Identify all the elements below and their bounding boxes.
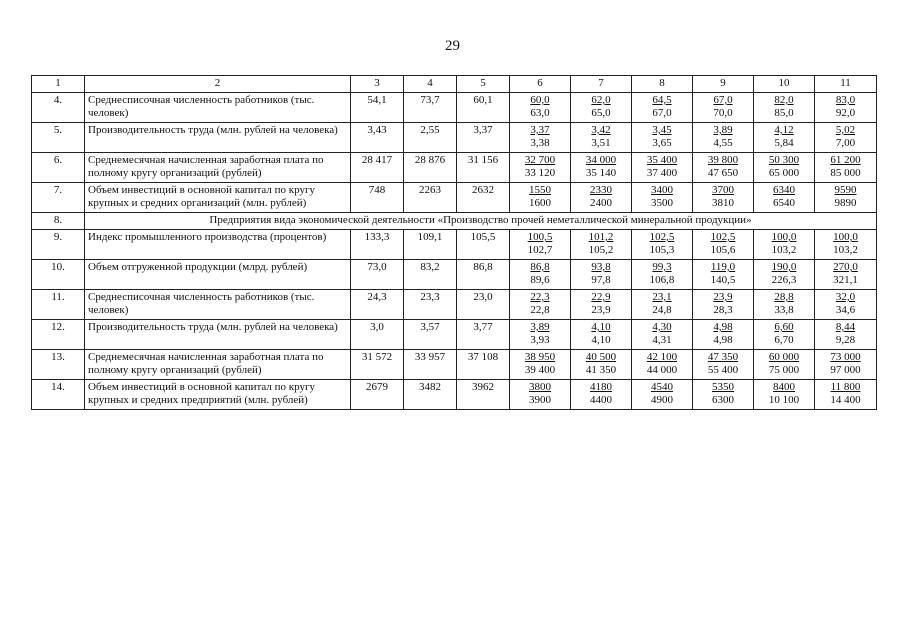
forecast-value-bottom: 2400 (590, 197, 612, 209)
forecast-value-bottom: 3900 (529, 394, 551, 406)
base-value: 2,55 (404, 123, 457, 153)
forecast-value-bottom: 35 140 (585, 167, 617, 179)
forecast-value-top: 38 950 (524, 351, 556, 363)
forecast-value-top: 50 300 (768, 154, 800, 166)
base-value: 23,3 (404, 290, 457, 320)
base-value: 3,43 (351, 123, 404, 153)
forecast-value-top: 100,0 (833, 231, 858, 243)
row-number: 8. (32, 213, 85, 230)
forecast-value-bottom: 55 400 (707, 364, 739, 376)
forecast-value-bottom: 105,3 (649, 244, 675, 256)
forecast-value-bottom: 34,6 (835, 304, 856, 316)
table-row (32, 320, 877, 350)
forecast-cell (754, 290, 815, 320)
forecast-value-top: 4,12 (774, 124, 794, 136)
forecast-cell (510, 350, 571, 380)
forecast-value-top: 3400 (651, 184, 673, 196)
forecast-value-bottom: 321,1 (833, 274, 858, 286)
forecast-value-top: 3,37 (530, 124, 550, 136)
forecast-value-bottom: 92,0 (835, 107, 856, 119)
forecast-cell (815, 290, 877, 320)
page-number: 29 (445, 38, 460, 54)
forecast-cell (510, 93, 571, 123)
table-row (32, 260, 877, 290)
forecast-value-top: 6340 (773, 184, 795, 196)
forecast-cell (693, 260, 754, 290)
forecast-cell (571, 123, 632, 153)
forecast-value-bottom: 1600 (529, 197, 551, 209)
row-number: 11. (32, 290, 85, 320)
forecast-cell (693, 123, 754, 153)
table-row (32, 230, 877, 260)
forecast-value-top: 2330 (590, 184, 612, 196)
forecast-value-top: 5,02 (835, 124, 856, 136)
forecast-cell (632, 320, 693, 350)
forecast-value-bottom: 3500 (651, 197, 673, 209)
forecast-value-top: 60,0 (530, 94, 550, 106)
forecast-value-bottom: 23,9 (591, 304, 611, 316)
base-value: 2679 (351, 380, 404, 410)
forecast-value-bottom: 4,10 (591, 334, 611, 346)
forecast-cell (754, 320, 815, 350)
forecast-value-bottom: 65 000 (768, 167, 800, 179)
forecast-value-bottom: 85 000 (830, 167, 861, 179)
forecast-cell (693, 290, 754, 320)
forecast-cell (693, 350, 754, 380)
table-row (32, 290, 877, 320)
forecast-value-top: 67,0 (713, 94, 733, 106)
indicator-label: Производительность труда (млн. рублей на человека) (85, 320, 351, 350)
forecast-value-bottom: 65,0 (591, 107, 611, 119)
forecast-cell (815, 230, 877, 260)
base-value: 3962 (457, 380, 510, 410)
forecast-value-top: 8,44 (835, 321, 856, 333)
forecast-value-bottom: 4900 (651, 394, 673, 406)
forecast-cell (571, 183, 632, 213)
forecast-value-top: 39 800 (707, 154, 739, 166)
forecast-value-bottom: 226,3 (771, 274, 797, 286)
forecast-cell (815, 123, 877, 153)
forecast-value-top: 22,3 (530, 291, 550, 303)
row-number: 12. (32, 320, 85, 350)
indicator-label: Объем инвестиций в основной капитал по кругу крупных и средних организаций (млн. рублей) (85, 183, 351, 213)
forecast-value-top: 3,89 (530, 321, 550, 333)
forecast-value-bottom: 4,31 (652, 334, 672, 346)
forecast-cell (571, 350, 632, 380)
forecast-value-top: 119,0 (710, 261, 736, 273)
forecast-cell (815, 93, 877, 123)
forecast-value-top: 42 100 (646, 351, 678, 363)
forecast-value-bottom: 4400 (590, 394, 612, 406)
forecast-value-bottom: 67,0 (652, 107, 672, 119)
base-value: 748 (351, 183, 404, 213)
forecast-value-top: 22,9 (591, 291, 611, 303)
header-cell: 7 (571, 76, 632, 93)
forecast-cell (510, 183, 571, 213)
base-value: 54,1 (351, 93, 404, 123)
forecast-cell (571, 260, 632, 290)
forecast-value-top: 3800 (529, 381, 551, 393)
base-value: 2263 (404, 183, 457, 213)
forecast-value-bottom: 44 000 (646, 364, 678, 376)
forecast-value-top: 3,89 (713, 124, 733, 136)
forecast-value-bottom: 63,0 (530, 107, 550, 119)
forecast-value-bottom: 97 000 (830, 364, 861, 376)
forecast-value-bottom: 106,8 (649, 274, 675, 286)
forecast-cell (632, 93, 693, 123)
header-cell: 8 (632, 76, 693, 93)
forecast-cell (632, 153, 693, 183)
base-value: 28 417 (351, 153, 404, 183)
forecast-value-top: 270,0 (833, 261, 858, 273)
forecast-value-top: 3,42 (591, 124, 611, 136)
forecast-value-top: 93,8 (591, 261, 611, 273)
table-row (32, 380, 877, 410)
base-value: 133,3 (351, 230, 404, 260)
indicator-label: Среднемесячная начисленная заработная плата по полному кругу организаций (рублей) (85, 350, 351, 380)
forecast-value-top: 47 350 (707, 351, 739, 363)
base-value: 3,77 (457, 320, 510, 350)
indicators-table (31, 75, 877, 410)
forecast-value-top: 28,8 (774, 291, 794, 303)
header-cell: 6 (510, 76, 571, 93)
forecast-value-top: 35 400 (646, 154, 678, 166)
forecast-value-bottom: 6,70 (774, 334, 794, 346)
forecast-cell (815, 350, 877, 380)
forecast-cell (632, 350, 693, 380)
header-cell: 4 (404, 76, 457, 93)
header-cell: 10 (754, 76, 815, 93)
forecast-value-bottom: 3,65 (652, 137, 672, 149)
forecast-value-top: 34 000 (585, 154, 617, 166)
base-value: 3482 (404, 380, 457, 410)
forecast-cell (510, 290, 571, 320)
forecast-cell (632, 230, 693, 260)
forecast-value-bottom: 22,8 (530, 304, 550, 316)
forecast-cell (632, 123, 693, 153)
row-number: 10. (32, 260, 85, 290)
forecast-value-top: 101,2 (588, 231, 614, 243)
forecast-cell (510, 320, 571, 350)
forecast-value-top: 61 200 (830, 154, 861, 166)
forecast-cell (571, 230, 632, 260)
base-value: 23,0 (457, 290, 510, 320)
forecast-value-top: 73 000 (830, 351, 861, 363)
header-cell: 11 (815, 76, 877, 93)
forecast-value-top: 100,0 (771, 231, 797, 243)
forecast-value-top: 4,98 (713, 321, 733, 333)
forecast-cell (815, 153, 877, 183)
forecast-cell (754, 93, 815, 123)
base-value: 3,37 (457, 123, 510, 153)
table-row (32, 93, 877, 123)
row-number: 13. (32, 350, 85, 380)
forecast-value-top: 3,45 (652, 124, 672, 136)
forecast-cell (510, 380, 571, 410)
forecast-value-top: 99,3 (652, 261, 672, 273)
forecast-value-top: 40 500 (585, 351, 617, 363)
forecast-cell (571, 290, 632, 320)
forecast-value-bottom: 9,28 (835, 334, 856, 346)
base-value: 73,7 (404, 93, 457, 123)
forecast-value-bottom: 47 650 (707, 167, 739, 179)
row-number: 4. (32, 93, 85, 123)
forecast-cell (754, 123, 815, 153)
forecast-value-top: 3700 (712, 184, 734, 196)
indicator-label: Среднемесячная начисленная заработная плата по полному кругу организаций (рублей) (85, 153, 351, 183)
forecast-value-bottom: 7,00 (835, 137, 856, 149)
forecast-cell (632, 260, 693, 290)
forecast-cell (510, 153, 571, 183)
forecast-value-top: 23,1 (652, 291, 672, 303)
base-value: 83,2 (404, 260, 457, 290)
forecast-value-top: 102,5 (649, 231, 675, 243)
forecast-cell (693, 183, 754, 213)
forecast-cell (815, 183, 877, 213)
table-row (32, 350, 877, 380)
forecast-value-top: 9590 (834, 184, 857, 196)
base-value: 37 108 (457, 350, 510, 380)
row-number: 9. (32, 230, 85, 260)
forecast-value-bottom: 41 350 (585, 364, 617, 376)
base-value: 24,3 (351, 290, 404, 320)
base-value: 73,0 (351, 260, 404, 290)
forecast-cell (571, 380, 632, 410)
forecast-cell (754, 153, 815, 183)
forecast-cell (815, 320, 877, 350)
forecast-cell (754, 260, 815, 290)
table-row (32, 123, 877, 153)
forecast-value-top: 86,8 (530, 261, 550, 273)
forecast-value-bottom: 102,7 (527, 244, 553, 256)
forecast-value-bottom: 33 120 (524, 167, 556, 179)
base-value: 2632 (457, 183, 510, 213)
row-number: 6. (32, 153, 85, 183)
forecast-value-bottom: 89,6 (530, 274, 550, 286)
forecast-value-bottom: 28,3 (713, 304, 733, 316)
forecast-value-bottom: 3810 (712, 197, 734, 209)
forecast-value-top: 4540 (651, 381, 673, 393)
table-body (32, 76, 877, 410)
forecast-value-top: 4,30 (652, 321, 672, 333)
indicator-label: Производительность труда (млн. рублей на человека) (85, 123, 351, 153)
forecast-value-bottom: 105,6 (710, 244, 736, 256)
forecast-value-bottom: 105,2 (588, 244, 614, 256)
header-cell: 1 (32, 76, 85, 93)
forecast-value-bottom: 37 400 (646, 167, 678, 179)
base-value: 109,1 (404, 230, 457, 260)
forecast-cell (510, 230, 571, 260)
base-value: 31 572 (351, 350, 404, 380)
header-row (32, 76, 877, 93)
forecast-value-bottom: 33,8 (774, 304, 794, 316)
forecast-cell (693, 320, 754, 350)
base-value: 3,0 (351, 320, 404, 350)
forecast-value-bottom: 103,2 (771, 244, 797, 256)
forecast-value-top: 100,5 (527, 231, 553, 243)
forecast-value-top: 83,0 (835, 94, 856, 106)
forecast-value-bottom: 10 100 (768, 394, 800, 406)
indicator-label: Объем инвестиций в основной капитал по кругу крупных и средних предприятий (млн. рублей) (85, 380, 351, 410)
base-value: 86,8 (457, 260, 510, 290)
header-cell: 3 (351, 76, 404, 93)
forecast-cell (632, 290, 693, 320)
base-value: 3,57 (404, 320, 457, 350)
indicator-label: Среднесписочная численность работников (тыс. человек) (85, 290, 351, 320)
forecast-value-top: 190,0 (771, 261, 797, 273)
forecast-value-top: 82,0 (774, 94, 794, 106)
header-cell: 2 (85, 76, 351, 93)
forecast-cell (632, 380, 693, 410)
forecast-value-bottom: 103,2 (833, 244, 858, 256)
forecast-value-bottom: 24,8 (652, 304, 672, 316)
indicator-label: Среднесписочная численность работников (тыс. человек) (85, 93, 351, 123)
base-value: 105,5 (457, 230, 510, 260)
forecast-value-bottom: 5,84 (774, 137, 794, 149)
forecast-value-top: 23,9 (713, 291, 733, 303)
forecast-value-top: 60 000 (768, 351, 800, 363)
forecast-cell (754, 230, 815, 260)
forecast-cell (815, 380, 877, 410)
header-cell: 9 (693, 76, 754, 93)
forecast-value-top: 32 700 (524, 154, 556, 166)
forecast-cell (693, 153, 754, 183)
forecast-cell (693, 230, 754, 260)
forecast-cell (754, 350, 815, 380)
forecast-cell (815, 260, 877, 290)
forecast-value-bottom: 4,55 (713, 137, 733, 149)
forecast-value-top: 8400 (773, 381, 795, 393)
forecast-cell (693, 380, 754, 410)
forecast-value-bottom: 14 400 (830, 394, 861, 406)
forecast-value-bottom: 4,98 (713, 334, 733, 346)
base-value: 28 876 (404, 153, 457, 183)
forecast-value-bottom: 97,8 (591, 274, 611, 286)
forecast-value-top: 5350 (712, 381, 734, 393)
forecast-value-bottom: 70,0 (713, 107, 733, 119)
row-number: 7. (32, 183, 85, 213)
forecast-cell (632, 183, 693, 213)
forecast-value-top: 64,5 (652, 94, 672, 106)
forecast-value-bottom: 3,38 (530, 137, 550, 149)
table-row (32, 153, 877, 183)
forecast-value-top: 32,0 (835, 291, 856, 303)
forecast-value-top: 62,0 (591, 94, 611, 106)
section-title: Предприятия вида экономической деятельности «Производство прочей неметаллической минеральной продукции» (85, 213, 877, 230)
forecast-cell (754, 380, 815, 410)
base-value: 31 156 (457, 153, 510, 183)
forecast-value-top: 6,60 (774, 321, 794, 333)
forecast-value-bottom: 85,0 (774, 107, 794, 119)
forecast-value-bottom: 6300 (712, 394, 734, 406)
forecast-value-bottom: 3,51 (591, 137, 611, 149)
base-value: 60,1 (457, 93, 510, 123)
forecast-value-top: 102,5 (710, 231, 736, 243)
forecast-value-top: 11 800 (830, 381, 861, 393)
forecast-cell (571, 320, 632, 350)
forecast-cell (510, 260, 571, 290)
forecast-value-top: 4,10 (591, 321, 611, 333)
forecast-cell (693, 93, 754, 123)
row-number: 14. (32, 380, 85, 410)
forecast-value-top: 4180 (590, 381, 612, 393)
forecast-cell (571, 93, 632, 123)
indicator-label: Индекс промышленного производства (процентов) (85, 230, 351, 260)
indicator-label: Объем отгруженной продукции (млрд. рублей) (85, 260, 351, 290)
forecast-value-bottom: 9890 (834, 197, 857, 209)
forecast-value-bottom: 39 400 (524, 364, 556, 376)
table-row (32, 183, 877, 213)
forecast-value-bottom: 3,93 (530, 334, 550, 346)
section-row (32, 213, 877, 230)
forecast-cell (571, 153, 632, 183)
base-value: 33 957 (404, 350, 457, 380)
row-number: 5. (32, 123, 85, 153)
forecast-value-bottom: 75 000 (768, 364, 800, 376)
header-cell: 5 (457, 76, 510, 93)
forecast-cell (754, 183, 815, 213)
forecast-cell (510, 123, 571, 153)
forecast-value-bottom: 140,5 (710, 274, 736, 286)
forecast-value-bottom: 6540 (773, 197, 795, 209)
forecast-value-top: 1550 (529, 184, 551, 196)
